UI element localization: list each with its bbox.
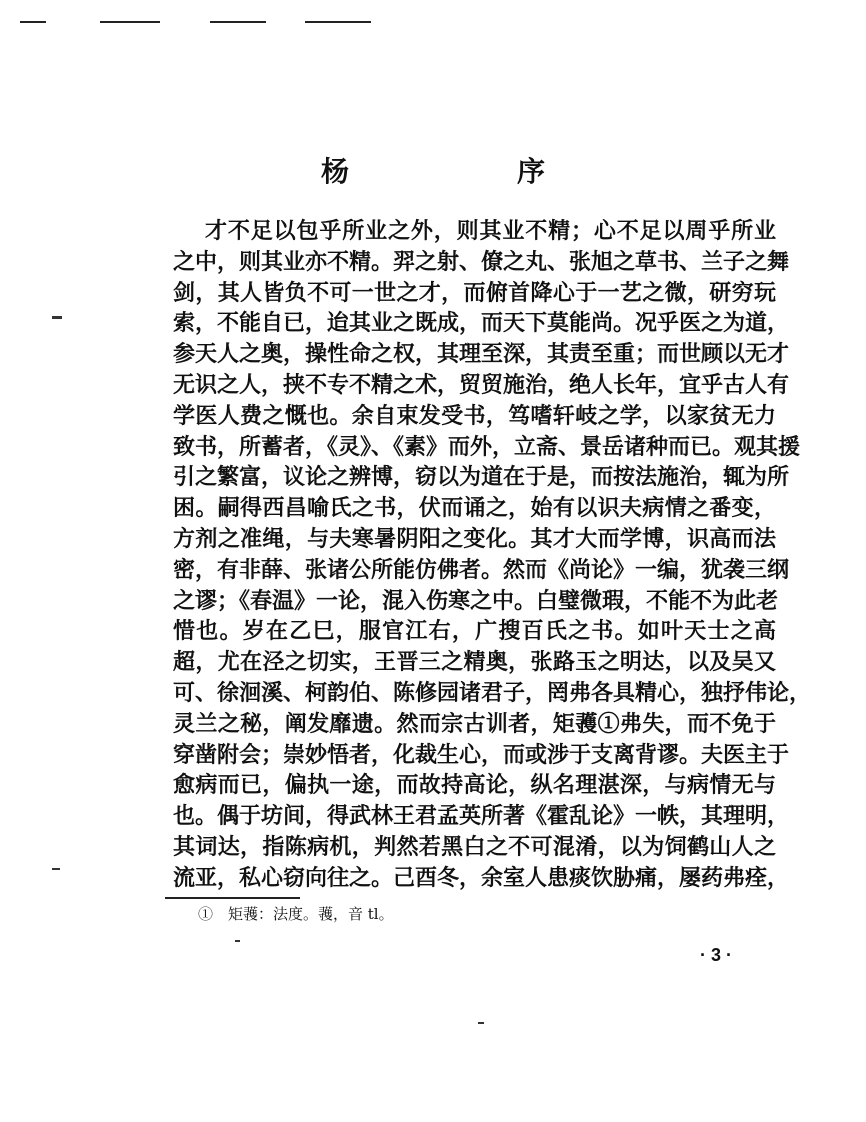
text-line: 索，不能自已，迨其业之既成，而天下莫能尚。况乎医之为道， [173, 310, 790, 337]
header-rule [100, 21, 160, 23]
text-line: 其词达，指陈病机，判然若黑白之不可混淆，以为饲鹤山人之 [173, 833, 776, 860]
text-line: 学医人费之慨也。余自束发受书，笃嗜轩岐之学，以家贫无力 [173, 402, 776, 429]
text-line: 才不足以包乎所业之外，则其业不精；心不足以周乎所业 [205, 218, 776, 244]
text-line: 之中，则其业亦不精。羿之射、僚之丸、张旭之草书、兰子之舞 [173, 248, 790, 275]
text-line: 密，有非薛、张诸公所能仿佛者。然而《尚论》一编，犹袭三纲 [173, 556, 790, 583]
text-line: 也。偶于坊间，得武林王君孟英所著《霍乱论》一帙，其理明， [173, 803, 790, 830]
scan-speck [52, 316, 62, 319]
text-line: 惜也。岁在乙巳，服官江右，广搜百氏之书。如叶天士之高 [173, 618, 776, 645]
body-text [173, 216, 812, 894]
text-line: 方剂之准绳，与夫寒暑阴阳之变化。其才大而学博，识高而法 [173, 525, 776, 552]
text-line: 之谬；《春温》一论，混入伤寒之中。白璧微瑕，不能不为此老 [173, 587, 779, 614]
text-line: 困。嗣得西昌喻氏之书，伏而诵之，始有以识夫病情之番变， [173, 495, 776, 522]
scan-speck [52, 868, 60, 870]
scan-speck [235, 940, 240, 942]
text-line: 超，尤在泾之切实，王晋三之精奥，张路玉之明达，以及吴又 [173, 649, 776, 676]
scan-speck [478, 1022, 484, 1024]
text-line: 愈病而已，偏执一途，而故持高论，纵名理湛深，与病情无与 [173, 772, 776, 799]
text-line: 引之繁富，议论之辨博，窃以为道在于是，而按法施治，辄为所 [173, 464, 790, 491]
header-rule [305, 21, 371, 23]
page-number: · 3 · [700, 945, 733, 965]
text-line: 可、徐洄溪、柯韵伯、陈修园诸君子，罔弗各具精心，独抒伟论， [173, 679, 812, 706]
text-line: 剑，其人皆负不可一世之才，而俯首降心于一艺之微，研穷玩 [173, 279, 776, 306]
header-rule [210, 21, 266, 23]
text-line: 流亚，私心窃向往之。己酉冬，余室人患痰饮胁痛，屡药弗痊， [173, 864, 790, 891]
page-title: 杨 序 [320, 155, 615, 188]
text-line: 穿凿附会；崇妙悟者，化裁生心，而或涉于支离背谬。夫医主于 [173, 741, 790, 768]
header-rule [20, 21, 46, 23]
footnote: ① 矩彟：法度。彟，音 tl。 [198, 905, 394, 923]
text-line: 灵兰之秘，阐发靡遗。然而宗古训者，矩彟①弗失，而不免于 [173, 710, 776, 737]
footnote-rule [165, 897, 300, 899]
text-line: 致书，所蓄者，《灵》、《素》而外，立斋、景岳诸种而已。观其援 [173, 433, 801, 460]
text-line: 参天人之奥，操性命之权，其理至深，其责至重；而世顾以无才 [173, 341, 790, 368]
text-line: 无识之人，挟不专不精之术，贸贸施治，绝人长年，宜乎古人有 [173, 371, 790, 398]
